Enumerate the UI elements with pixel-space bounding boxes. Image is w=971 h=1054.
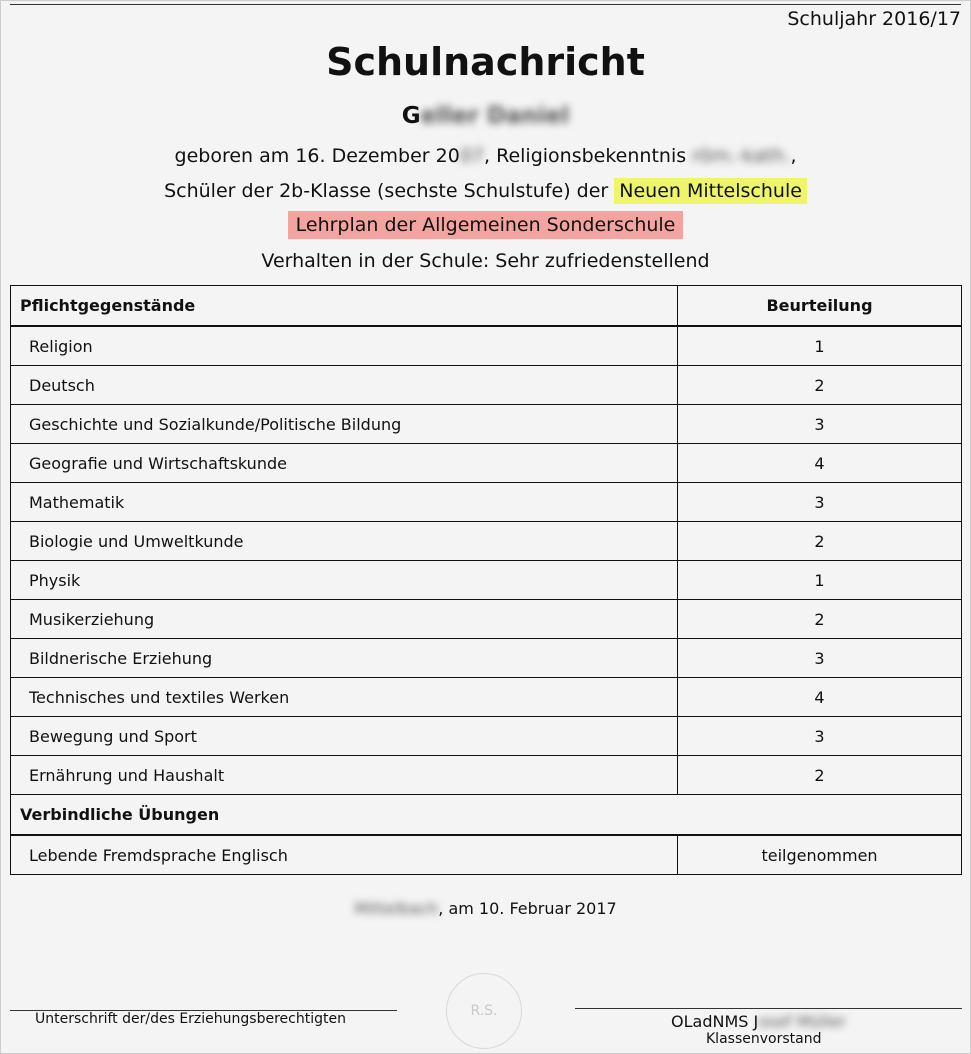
subject-name: Deutsch: [11, 366, 678, 405]
top-rule: [10, 4, 961, 5]
place-date-line: [0, 899, 971, 918]
date-text: , am 10. Februar 2017: [438, 899, 617, 918]
table-row: [11, 483, 962, 522]
subject-grade: teilgenommen: [678, 835, 962, 875]
religion-suffix: ,: [790, 145, 797, 167]
section-row: [11, 795, 962, 836]
subject-name: Geschichte und Sozialkunde/Politische Bildung: [11, 405, 678, 444]
subject-grade: 3: [678, 483, 962, 522]
grades-table-header: [11, 286, 962, 327]
subject-grade: 2: [678, 600, 962, 639]
teacher-signature-line: [575, 1008, 962, 1009]
table-row: [11, 522, 962, 561]
table-row: [11, 444, 962, 483]
subject-grade: 1: [678, 561, 962, 600]
religion-label: , Religionsbekenntnis: [484, 145, 693, 167]
birth-date-text: geboren am 16. Dezember 20: [174, 145, 460, 167]
stamp-text: R.S.: [470, 1003, 498, 1019]
subject-name: Technisches und textiles Werken: [11, 678, 678, 717]
student-name-initial: G: [401, 103, 421, 129]
birth-religion-line: [0, 145, 971, 167]
subject-grade: 2: [678, 366, 962, 405]
subject-name: Mathematik: [11, 483, 678, 522]
teacher-role: Klassenvorstand: [706, 1031, 822, 1047]
teacher-name-prefix: OLadNMS J: [671, 1012, 759, 1031]
subject-name: Biologie und Umweltkunde: [11, 522, 678, 561]
subject-name: Geografie und Wirtschaftskunde: [11, 444, 678, 483]
table-row: [11, 717, 962, 756]
table-row: [11, 639, 962, 678]
subject-grade: 4: [678, 444, 962, 483]
grades-table: [10, 285, 962, 875]
teacher-name: [671, 1012, 846, 1031]
table-row: [11, 366, 962, 405]
table-row: [11, 561, 962, 600]
subject-grade: 1: [678, 326, 962, 366]
student-name: [0, 103, 971, 129]
grade-column-header: Beurteilung: [678, 286, 962, 327]
curriculum-highlight: Lehrplan der Allgemeinen Sonderschule: [288, 211, 684, 239]
subject-grade: 4: [678, 678, 962, 717]
table-row: [11, 678, 962, 717]
subject-name: Religion: [11, 326, 678, 366]
subject-name: Physik: [11, 561, 678, 600]
student-name-redacted: eller Daniel: [420, 103, 570, 129]
school-year: Schuljahr 2016/17: [787, 8, 961, 30]
subject-grade: 3: [678, 405, 962, 444]
curriculum-line: [0, 214, 971, 236]
behavior-line: Verhalten in der Schule: Sehr zufriedenstellend: [261, 250, 710, 272]
subject-name: Lebende Fremdsprache Englisch: [11, 835, 678, 875]
table-row: [11, 405, 962, 444]
section-title: Verbindliche Übungen: [11, 795, 962, 836]
birth-year-redacted: 07: [459, 145, 485, 167]
subject-name: Bildnerische Erziehung: [11, 639, 678, 678]
subject-grade: 2: [678, 756, 962, 795]
subject-name: Bewegung und Sport: [11, 717, 678, 756]
table-row: [11, 756, 962, 795]
religion-redacted: röm.-kath.: [692, 145, 791, 167]
table-row: [11, 600, 962, 639]
subject-grade: 3: [678, 717, 962, 756]
subject-grade: 2: [678, 522, 962, 561]
table-row: [11, 835, 962, 875]
school-stamp: [446, 973, 522, 1049]
class-line: [0, 180, 971, 202]
subject-grade: 3: [678, 639, 962, 678]
place-redacted: Mittelbach: [354, 899, 439, 918]
subject-name: Ernährung und Haushalt: [11, 756, 678, 795]
subject-name: Musikerziehung: [11, 600, 678, 639]
subjects-column-header: Pflichtgegenstände: [11, 286, 678, 327]
document-title: Schulnachricht: [326, 40, 645, 84]
class-text: Schüler der 2b-Klasse (sechste Schulstufe) der: [164, 180, 615, 202]
table-row: [11, 326, 962, 366]
guardian-signature-label: Unterschrift der/des Erziehungsberechtigten: [35, 1011, 346, 1027]
school-type-highlight: Neuen Mittelschule: [614, 178, 807, 204]
teacher-name-redacted: osef Müller: [758, 1012, 847, 1031]
